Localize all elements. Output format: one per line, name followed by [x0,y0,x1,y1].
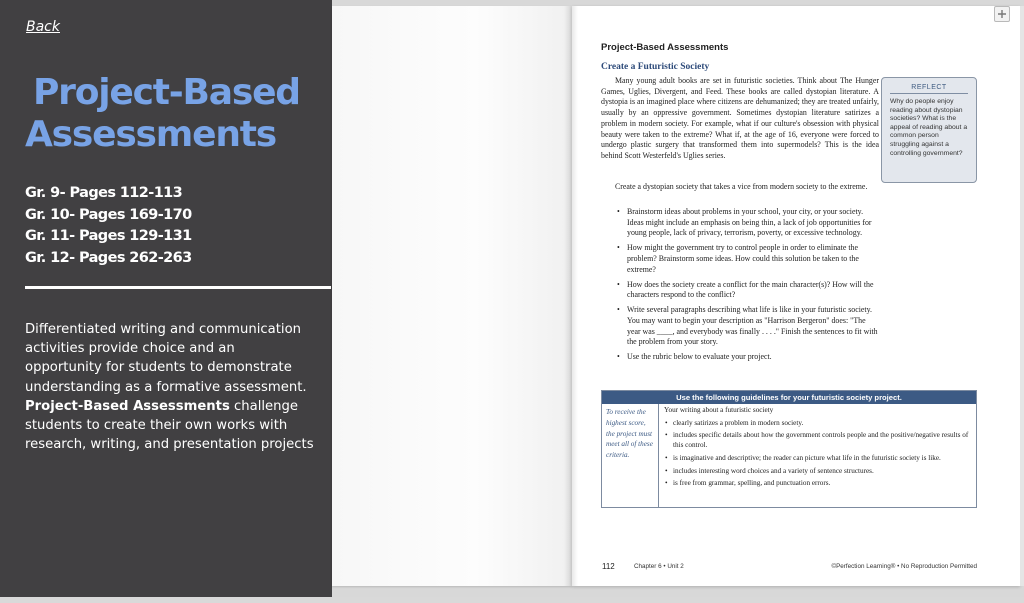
book-create-paragraph: Create a dystopian society that takes a vice from modern society to the extreme. [615,182,868,191]
grade-item: Gr. 11- Pages 129-131 [25,228,192,244]
page-title [25,72,325,156]
description [25,320,315,454]
page-number: 112 [602,562,615,571]
page-title-line1: Project-Based [33,72,300,113]
description-end: challenge students to create their own works with research, writing, and presentation projects [25,398,314,453]
rubric-item: • is imaginative and descriptive; the reader can picture what life in the futuristic society is like. [664,454,972,464]
rubric-body [602,404,976,507]
description-start: Differentiated writing and communication activities provide choice and an opportunity for students to demonstrate understanding as a formative assessment. [25,322,307,395]
list-item: • Write several paragraphs describing what life is like in your futuristic society. You may want to begin your description as "Harrison Bergeron" does: "The year was ____, and everybody was finally . . . ." Finish the sentences to fit with the problem from your story. [617,305,879,348]
rubric-criteria [664,406,972,492]
zoom-button[interactable] [994,6,1010,22]
back-link[interactable]: Back [26,19,60,35]
sidebar [0,0,332,597]
book-page-header: Project-Based Assessments [601,42,729,53]
book-intro-paragraph: Many young adult books are set in futuristic societies. Think about The Hunger Games, Uglies, Divergent, and Feed. These books are called dystopian literature. A dystopia is an imagined place where citizens are dehumanized; they are treated unfairly, usually by an oppressive government. Sometimes dystopian literature satirizes a problem in modern society. For example, what if our culture's obsession with physical beauty were taken to the extreme? What if, at the age of 16, everyone were forced to undergo plastic surgery that transformed them into supermodels? This is the idea behind Scott Westerfeld's Uglies series. [601,76,879,160]
rubric-intro: Your writing about a futuristic society [664,406,774,414]
list-item: • How might the government try to control people in order to eliminate the problem? Brainstorm some ideas. How could this solution be taken to the extreme? [617,243,879,275]
grade-list [25,183,192,269]
list-item: • Use the rubric below to evaluate your project. [617,352,879,363]
rubric-item: • is free from grammar, spelling, and punctuation errors. [664,479,972,489]
book-bullet-list [617,207,879,367]
grade-item: Gr. 9- Pages 112-113 [25,185,183,201]
book-spine [564,6,578,586]
reflect-label: REFLECT [890,84,968,94]
grade-item: Gr. 10- Pages 169-170 [25,206,192,223]
book-page-subtitle: Create a Futuristic Society [601,62,710,72]
divider [25,286,331,289]
chapter-label: Chapter 6 • Unit 2 [634,563,684,570]
right-page [572,6,1020,586]
reflect-box [881,77,977,183]
page-edge [1020,6,1024,586]
rubric-item: • includes interesting word choices and a variety of sentence structures. [664,467,972,477]
rubric-item: • includes specific details about how the government controls people and the positive/negative results of this control. [664,431,972,450]
grade-item: Gr. 12- Pages 262-263 [25,249,192,266]
rubric-item: • clearly satirizes a problem in modern society. [664,419,972,429]
rubric-header: Use the following guidelines for your futuristic society project. [602,391,976,404]
list-item: • Brainstorm ideas about problems in your school, your city, or your society. Ideas might include an emphasis on being thin, a lack of job opportunities for young people, lack of privacy, terrorism, poverty, or excessive technology. [617,207,879,239]
page-title-line2: Assessments [25,114,276,155]
rubric-table [601,390,977,508]
left-page [332,6,572,586]
plus-icon [997,9,1007,19]
copyright-notice: ©Perfection Learning® • No Reproduction Permitted [831,563,977,570]
rubric-criteria-note: To receive the highest score, the project must meet all of these criteria. [602,404,659,507]
list-item: • How does the society create a conflict for the main character(s)? How will the characters respond to the conflict? [617,280,879,301]
book-viewer [332,0,1024,597]
rubric-list [664,419,972,489]
reflect-text: Why do people enjoy reading about dystopian societies? What is the appeal of reading about a common person struggling against a controlling government? [890,98,968,157]
description-bold: Project-Based Assessments [25,398,230,414]
